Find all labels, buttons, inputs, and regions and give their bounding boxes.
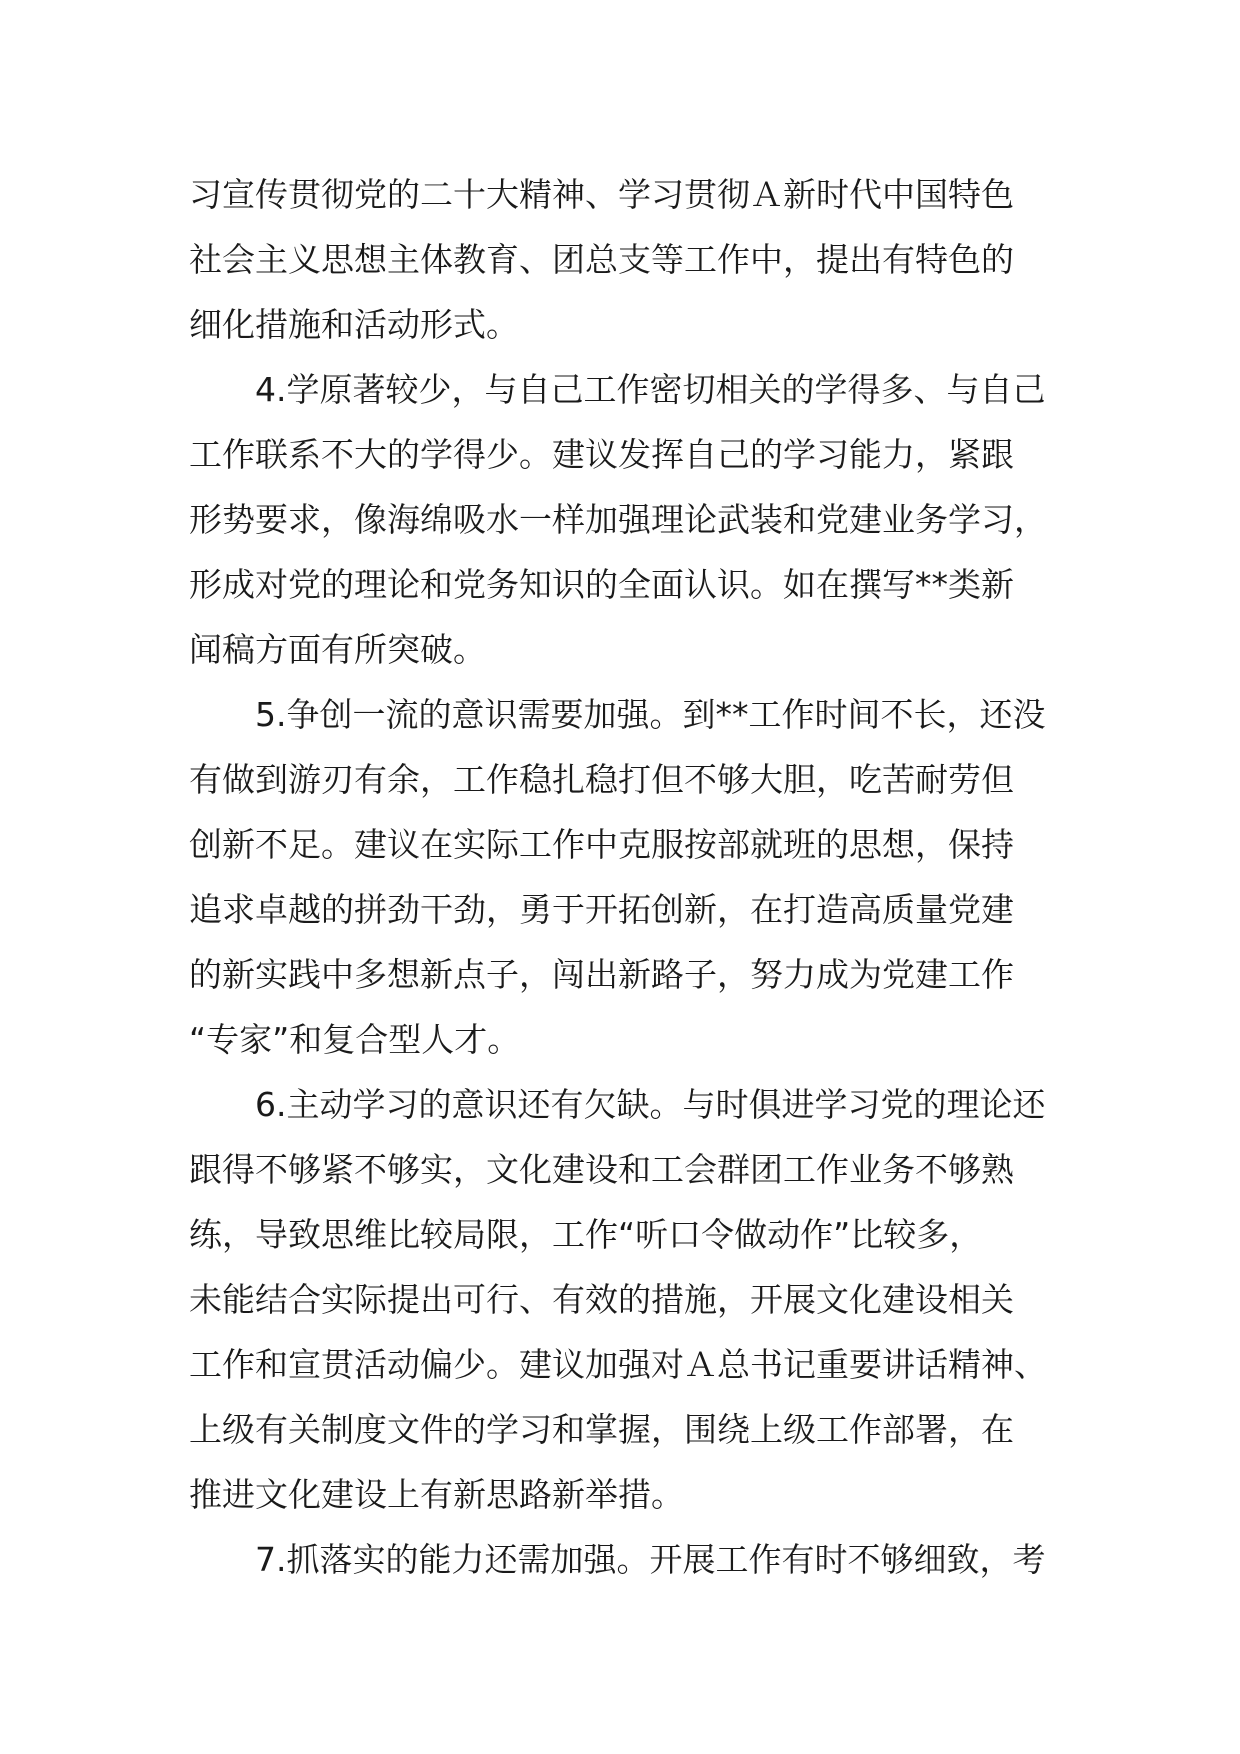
paragraph-5-first-line: 5.争创一流的意识需要加强。到**工作时间不长，还没 bbox=[255, 695, 1046, 734]
paragraph-6-first-line: 6.主动学习的意识还有欠缺。与时俱进学习党的理论还 bbox=[255, 1085, 1046, 1124]
text-line: 有做到游刃有余，工作稳扎稳打但不够大胆，吃苦耐劳但 bbox=[189, 760, 1014, 799]
text-line: 跟得不够紧不够实，文化建设和工会群团工作业务不够熟 bbox=[189, 1150, 1014, 1189]
text-line: 工作联系不大的学得少。建议发挥自己的学习能力，紧跟 bbox=[189, 435, 1014, 474]
text-line: 上级有关制度文件的学习和掌握，围绕上级工作部署，在 bbox=[189, 1410, 1014, 1449]
text-line: 推进文化建设上有新思路新举措。 bbox=[189, 1475, 684, 1514]
text-line: 形成对党的理论和党务知识的全面认识。如在撰写**类新 bbox=[189, 565, 1014, 604]
text-line: 创新不足。建议在实际工作中克服按部就班的思想，保持 bbox=[189, 825, 1014, 864]
text-line: 追求卓越的拼劲干劲，勇于开拓创新，在打造高质量党建 bbox=[189, 890, 1014, 929]
paragraph-7-first-line: 7.抓落实的能力还需加强。开展工作有时不够细致，考 bbox=[255, 1540, 1046, 1579]
text-line: 练，导致思维比较局限，工作“听口令做动作”比较多， bbox=[189, 1215, 983, 1254]
text-line: 形势要求，像海绵吸水一样加强理论武装和党建业务学习， bbox=[189, 500, 1047, 539]
text-line: “专家”和复合型人才。 bbox=[189, 1020, 521, 1059]
text-line: 工作和宣贯活动偏少。建议加强对Ａ总书记重要讲话精神、 bbox=[189, 1345, 1047, 1384]
text-line: 闻稿方面有所突破。 bbox=[189, 630, 486, 669]
text-line: 细化措施和活动形式。 bbox=[189, 305, 519, 344]
text-line: 未能结合实际提出可行、有效的措施，开展文化建设相关 bbox=[189, 1280, 1014, 1319]
text-line: 的新实践中多想新点子，闯出新路子，努力成为党建工作 bbox=[189, 955, 1014, 994]
paragraph-4-first-line: 4.学原著较少，与自己工作密切相关的学得多、与自己 bbox=[255, 370, 1046, 409]
document-body bbox=[189, 162, 1059, 1592]
text-line: 社会主义思想主体教育、团总支等工作中，提出有特色的 bbox=[189, 240, 1014, 279]
text-line: 习宣传贯彻党的二十大精神、学习贯彻Ａ新时代中国特色 bbox=[189, 175, 1014, 214]
